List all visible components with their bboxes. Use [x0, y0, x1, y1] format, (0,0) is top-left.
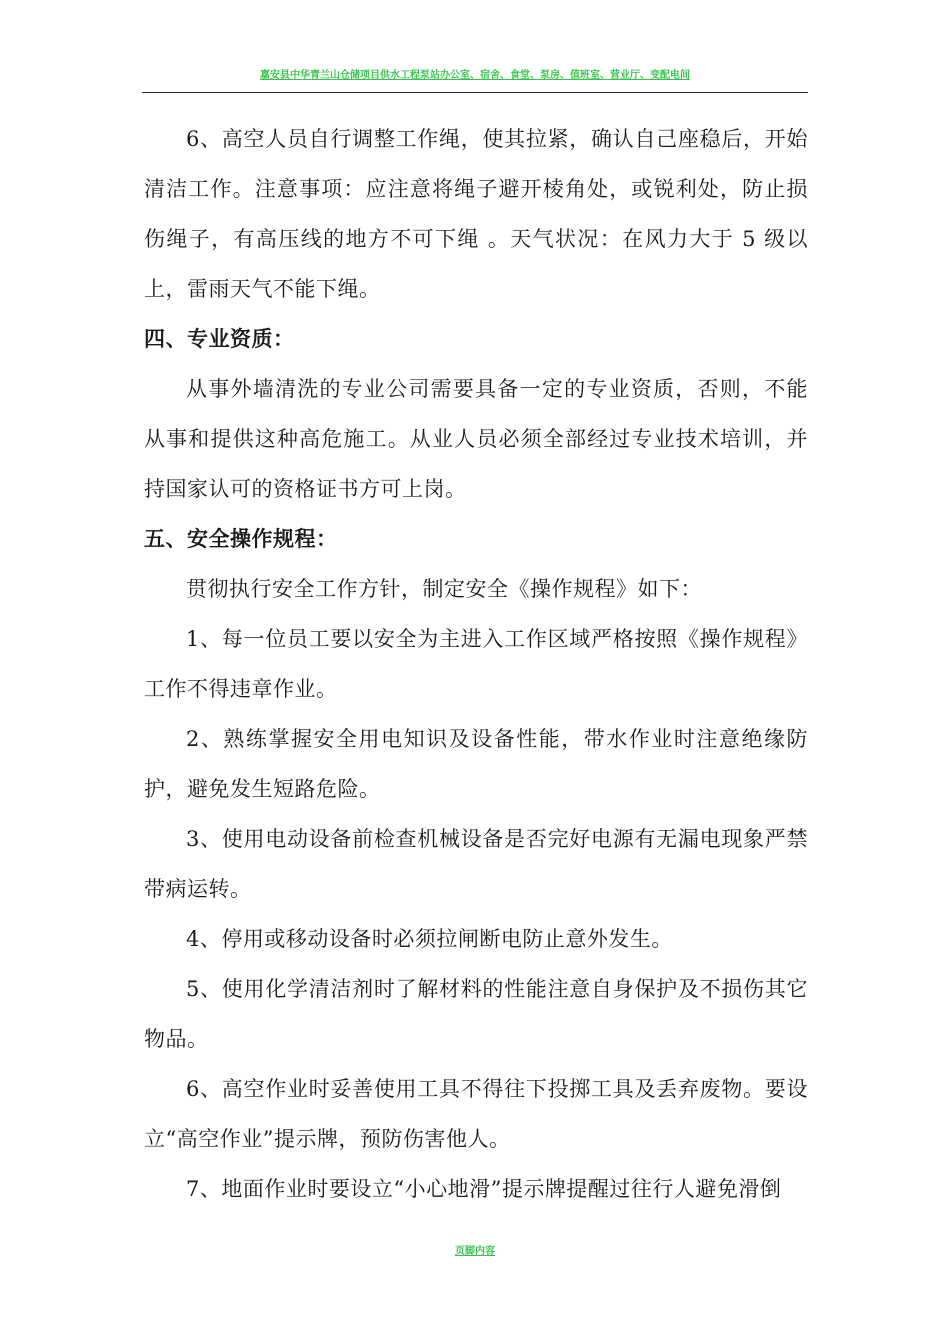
paragraph-rule-4: 4、停用或移动设备时必须拉闸断电防止意外发生。 — [186, 927, 673, 951]
paragraph-rule-5: 5、使用化学清洁剂时了解材料的性能注意自身保护及不损伤其它物品。 — [144, 977, 808, 1051]
section-heading-qualification: 四、专业资质： — [144, 327, 295, 351]
page-header: 嘉安县中华青兰山仓储项目供水工程泵站办公室、宿舍、食堂、泵房、值班室、营业厅、变配电间 — [260, 70, 690, 81]
document-body — [144, 114, 808, 1214]
section-heading-safety-rules: 五、安全操作规程： — [144, 527, 338, 551]
paragraph-rule-3: 3、使用电动设备前检查机械设备是否完好电源有无漏电现象严禁带病运转。 — [144, 827, 808, 901]
page-footer: 页脚内容 — [455, 1246, 495, 1257]
header-rule — [142, 92, 808, 93]
paragraph-safety-intro: 贯彻执行安全工作方针，制定安全《操作规程》如下： — [186, 577, 702, 601]
paragraph-rule-1: 1、每一位员工要以安全为主进入工作区域严格按照《操作规程》工作不得违章作业。 — [144, 627, 808, 701]
paragraph-rule-2: 2、熟练掌握安全用电知识及设备性能，带水作业时注意绝缘防护，避免发生短路危险。 — [144, 727, 808, 801]
paragraph-step-6: 6、高空人员自行调整工作绳，使其拉紧，确认自己座稳后，开始清洁工作。注意事项：应注意将绳子避开棱角处，或锐利处，防止损伤绳子，有高压线的地方不可下绳 。天气状况：在风力大于 5 级以上，雷雨天气不能下绳。 — [144, 127, 808, 301]
paragraph-rule-7: 7、地面作业时要设立“小心地滑”提示牌提醒过往行人避免滑倒 — [186, 1177, 782, 1201]
paragraph-rule-6: 6、高空作业时妥善使用工具不得往下投掷工具及丢弃废物。要设立“高空作业”提示牌，预防伤害他人。 — [144, 1077, 808, 1151]
paragraph-qualification: 从事外墙清洗的专业公司需要具备一定的专业资质，否则，不能从事和提供这种高危施工。从业人员必须全部经过专业技术培训，并持国家认可的资格证书方可上岗。 — [144, 377, 808, 501]
